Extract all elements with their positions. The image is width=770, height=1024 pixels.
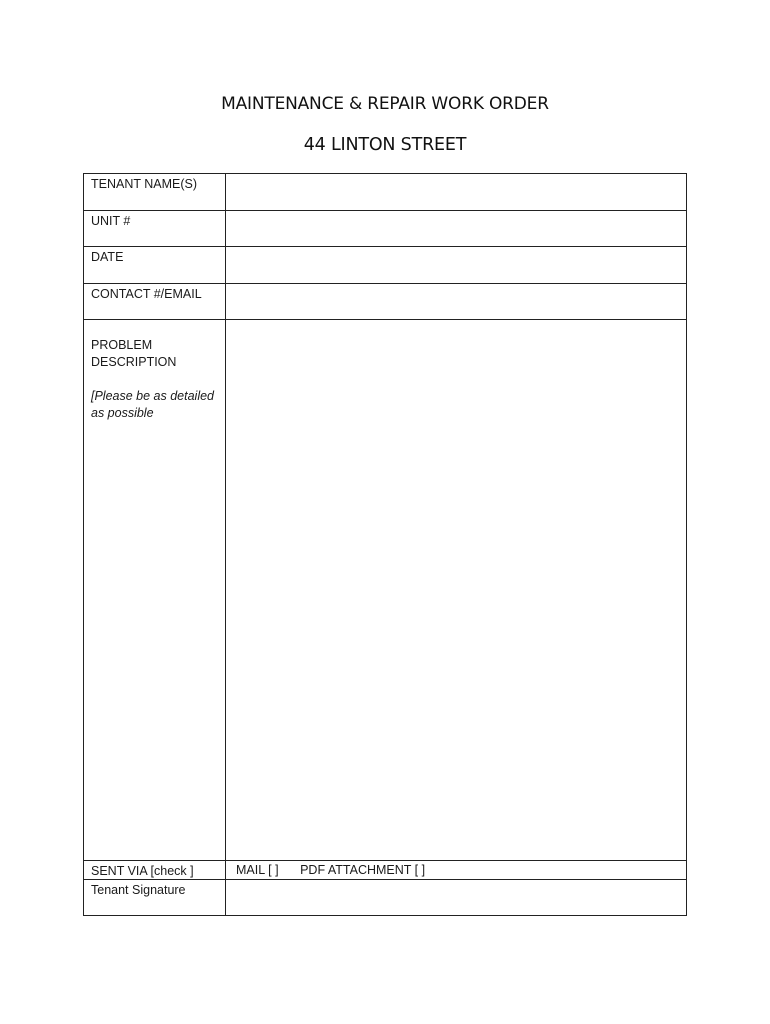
problem-description-field[interactable] [226,320,687,861]
contact-field[interactable] [226,284,687,320]
signature-field[interactable] [226,880,687,916]
signature-label: Tenant Signature [84,880,226,916]
sent-via-label: SENT VIA [check ] [84,861,226,880]
form-subtitle-address: 44 LINTON STREET [303,135,467,155]
date-label: DATE [84,247,226,284]
sent-via-row [84,861,687,880]
problem-description-hint: [Please be as detailed as possible [91,389,215,420]
form-title: MAINTENANCE & REPAIR WORK ORDER [221,94,549,114]
tenant-name-label: TENANT NAME(S) [84,174,226,211]
contact-label: CONTACT #/EMAIL [84,284,226,320]
signature-row [84,880,687,916]
sent-via-options [226,861,687,880]
problem-description-label: PROBLEM DESCRIPTION [91,338,177,369]
unit-field[interactable] [226,211,687,247]
unit-row [84,211,687,247]
problem-description-row [84,320,687,861]
unit-label: UNIT # [84,211,226,247]
sent-via-pdf-checkbox[interactable]: PDF ATTACHMENT [ ] [300,863,426,877]
contact-row [84,284,687,320]
tenant-name-field[interactable] [226,174,687,211]
tenant-name-row [84,174,687,211]
sent-via-mail-checkbox[interactable]: MAIL [ ] [236,863,279,877]
work-order-form-table [83,173,687,916]
date-field[interactable] [226,247,687,284]
problem-description-label-cell [84,320,226,861]
date-row [84,247,687,284]
